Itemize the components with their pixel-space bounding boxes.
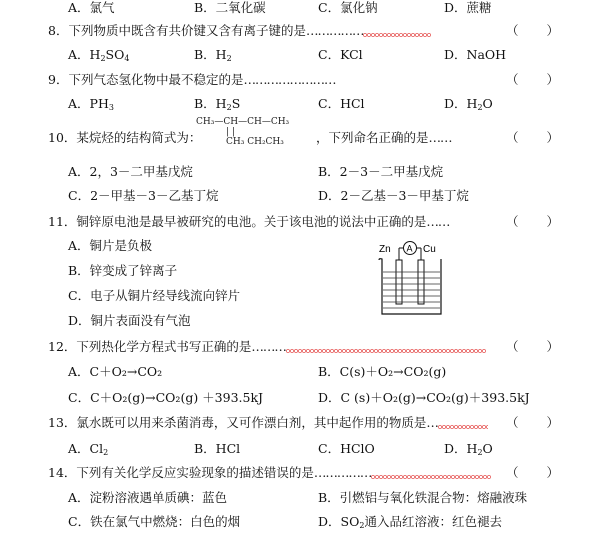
q9-dots: …………………… [243,72,336,87]
q9-option-d: D．$H_2O$ [444,96,493,112]
q11-stem: 11．铜锌原电池是最早被研究的电池。关于该电池的说法中正确的是 [48,214,427,229]
q14-stem: 14．下列有关化学反应实验现象的描述错误的是 [48,465,314,480]
q12-stem-line [0,337,600,357]
q12-option-d: D．C (s)＋O₂(g)→CO₂(g)＋393.5kJ [318,390,530,405]
q12-stem: 12．下列热化学方程式书写正确的是 [48,339,252,354]
q14-stem-line [0,463,600,483]
q14-option-c: C．铁在氯气中燃烧：白色的烟 [68,514,241,529]
q10-options-row2 [0,186,600,206]
q11-option-c: C．电子从铜片经导线流向锌片 [68,288,241,303]
q9-stem-line [0,70,600,90]
q9-paren-open: （ [506,72,519,87]
q12-option-a: A．C＋O₂→CO₂ [68,364,163,379]
q11-paren-close: ） [546,214,560,229]
galvanic-cell-diagram [375,238,465,320]
q10-formula-main-chain: CH₃—CH—CH—CH₃ [196,117,290,127]
q8-stem: 8．下列物质中既含有共价键又含有离子键的是 [48,23,306,38]
q7-options [0,0,600,18]
q9-options [0,94,600,114]
copper-label: Cu [423,244,436,255]
ammeter-label: A [406,243,413,254]
q13-option-d: D．$H_2O$ [444,441,493,457]
q14-options-row1 [0,488,600,508]
q8-option-d: D．NaOH [444,47,507,62]
q8-paren-close: ） [546,23,560,38]
q13-options [0,439,600,459]
q10-option-c: C．2－甲基－3－乙基丁烷 [68,188,219,203]
q11-paren-open: （ [506,214,519,229]
q11-option-a: A．铜片是负极 [68,238,153,253]
q11-dots: …… [426,214,450,229]
q14-option-a: A．淀粉溶液遇单质碘：蓝色 [68,490,228,505]
q13-option-b: B．HCl [194,441,241,456]
q10-formula-bonds: | | [226,127,235,137]
q13-option-a: A．$Cl_2$ [68,441,109,457]
q8-option-b: B．$H_2$ [194,47,232,63]
q11-option-d: D．铜片表面没有气泡 [68,313,191,328]
q8-answer-underline [363,29,431,37]
q13-stem: 13．氯水既可以用来杀菌消毒，又可作漂白剂，其中起作用的物质是 [48,415,427,430]
q10-formula-branches: CH₃ CH₂CH₃ [226,137,284,147]
q12-options-row2 [0,388,600,408]
q8-dots: …………… [305,23,364,38]
q7-option-a: A．氯气 [68,0,115,15]
q14-paren-close: ） [546,465,560,480]
q10-paren-close: ） [546,130,560,145]
q10-stem-a: 10．某烷烃的结构简式为： [48,130,202,145]
q14-dots: …………… [313,465,372,480]
q10-option-d: D．2－乙基－3－甲基丁烷 [318,188,469,203]
q7-option-b: B．二氧化碳 [194,0,266,15]
q11-stem-line [0,212,600,232]
q11-option-a-line [0,236,600,256]
q8-option-c: C．KCl [318,47,363,62]
q12-paren-open: （ [506,339,519,354]
q12-answer-underline [286,345,486,353]
q10-stem-line [0,128,600,148]
q12-paren-close: ） [546,339,560,354]
q8-option-a: A．$H_2SO_4$ [68,47,130,63]
q9-option-c: C．HCl [318,96,365,111]
q8-options [0,45,600,65]
q10-stem-b: ，下列命名正确的是 [316,130,429,145]
q13-dots: … [426,415,438,430]
zinc-electrode [396,260,402,304]
q12-option-c: C．C＋O₂(g)→CO₂(g) ＋393.5kJ [68,390,264,405]
q9-option-b: B．$H_2S$ [194,96,241,112]
q9-stem: 9．下列气态氢化物中最不稳定的是 [48,72,244,87]
q11-option-d-line [0,311,600,331]
q8-stem-line [0,21,600,41]
q13-paren-open: （ [506,415,519,430]
q13-stem-line [0,413,600,433]
q7-option-c: C．氯化钠 [318,0,378,15]
q14-option-b: B．引燃铝与氧化铁混合物：熔融液珠 [318,490,528,505]
q14-answer-underline [371,471,491,479]
q13-paren-close: ） [546,415,560,430]
q9-paren-close: ） [546,72,560,87]
q12-options-row1 [0,362,600,382]
q8-paren-open: （ [506,23,519,38]
q11-option-b: B．锌变成了锌离子 [68,263,178,278]
q10-option-a: A．2，3－二甲基戊烷 [68,164,193,179]
q7-option-d: D．蔗糖 [444,0,492,15]
q14-options-row2 [0,512,600,532]
q14-paren-open: （ [506,465,519,480]
q11-option-c-line [0,286,600,306]
q13-option-c: C．HClO [318,441,375,456]
q10-options-row1 [0,162,600,182]
zinc-label: Zn [379,244,391,255]
q13-answer-underline [438,421,488,429]
beaker [379,259,441,314]
q9-option-a: A．$PH_3$ [68,96,114,112]
q12-dots: ……… [251,339,286,354]
electrolyte-solution [383,272,440,308]
q12-option-b: B．C(s)＋O₂→CO₂(g) [318,364,447,379]
q10-option-b: B．2－3－二甲基戊烷 [318,164,444,179]
q14-option-d: D．$SO_2$通入品红溶液：红色褪去 [318,514,502,530]
q10-paren-open: （ [506,130,519,145]
q10-dots: …… [428,130,452,145]
q11-option-b-line [0,261,600,281]
copper-electrode [418,260,424,304]
